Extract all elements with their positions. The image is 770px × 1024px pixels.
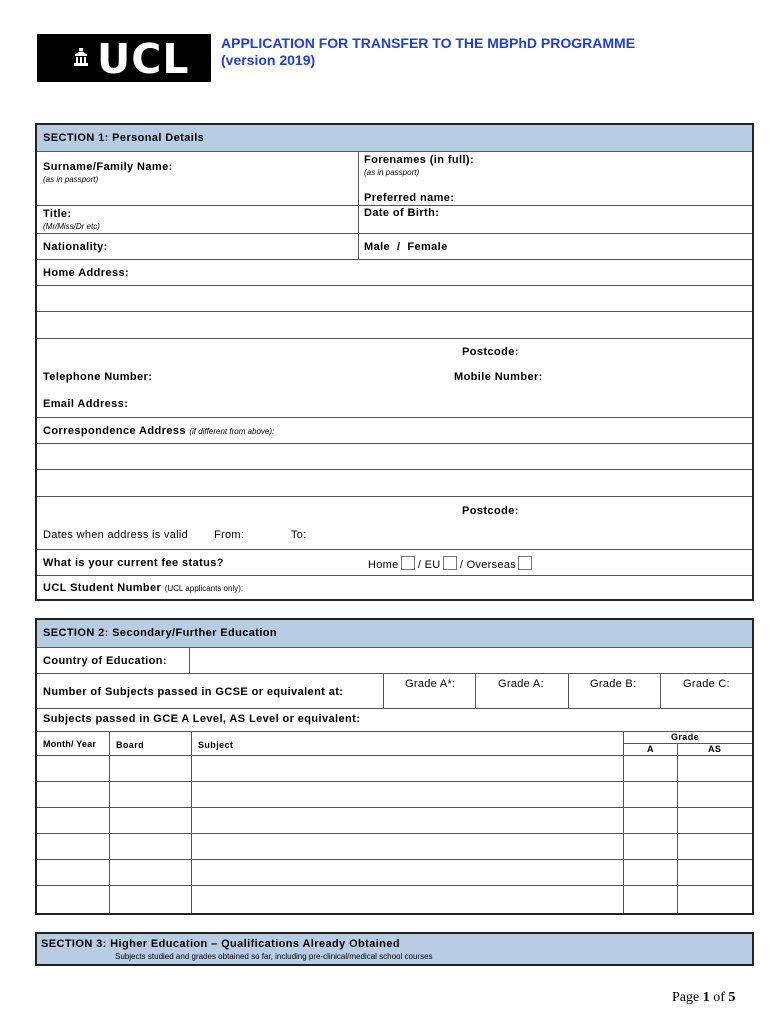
form-title bbox=[221, 35, 635, 69]
divider bbox=[358, 234, 359, 259]
alevel-label: Subjects passed in GCE A Level, AS Level or equivalent: bbox=[43, 713, 361, 725]
fee-overseas-label: / Overseas bbox=[459, 559, 517, 571]
fee-status-row bbox=[37, 550, 752, 576]
dob-label: Date of Birth: bbox=[364, 207, 440, 219]
table-row[interactable] bbox=[37, 756, 752, 782]
student-number-label bbox=[43, 582, 243, 594]
alevel-row bbox=[37, 709, 752, 732]
student-number-text: UCL Student Number bbox=[43, 582, 162, 594]
divider bbox=[358, 206, 359, 233]
email-row bbox=[37, 391, 752, 418]
correspondence-note: (if different from above): bbox=[189, 427, 275, 436]
section1-heading: SECTION 1: Personal Details bbox=[43, 132, 205, 144]
correspondence-row bbox=[37, 418, 752, 444]
fee-options bbox=[368, 556, 532, 571]
alevel-header-row bbox=[37, 732, 752, 756]
section2-header bbox=[37, 620, 752, 648]
gcse-label: Number of Subjects passed in GCSE or equivalent at: bbox=[43, 686, 344, 698]
section1-header bbox=[37, 125, 752, 152]
col-month-year: Month/ Year bbox=[43, 739, 97, 749]
table-row[interactable] bbox=[37, 886, 752, 913]
grade-c-field[interactable]: Grade C: bbox=[683, 678, 731, 690]
divider bbox=[475, 674, 476, 708]
col-as: AS bbox=[708, 744, 722, 754]
section3-subheading: Subjects studied and grades obtained so far, including pre-clinical/medical school courses bbox=[115, 952, 433, 961]
correspondence-line-1[interactable] bbox=[37, 444, 752, 470]
section2-heading: SECTION 2: Secondary/Further Education bbox=[43, 627, 278, 639]
section-personal-details bbox=[35, 123, 754, 601]
name-row bbox=[37, 152, 752, 206]
page-word: Page bbox=[672, 990, 700, 1005]
surname-note: (as in passport) bbox=[43, 175, 99, 184]
home-address-label: Home Address: bbox=[43, 267, 130, 279]
correspondence-label-text: Correspondence Address bbox=[43, 425, 186, 437]
gcse-row bbox=[37, 674, 752, 709]
phone-row bbox=[37, 365, 752, 391]
page-current: 1 bbox=[702, 990, 710, 1005]
divider bbox=[358, 152, 359, 205]
nationality-row bbox=[37, 234, 752, 260]
forenames-note: (as in passport) bbox=[364, 168, 420, 177]
form-title-line2: (version 2019) bbox=[221, 52, 316, 68]
alevel-table bbox=[37, 732, 752, 913]
grade-astar-field[interactable]: Grade A*: bbox=[405, 678, 456, 690]
home-address-row bbox=[37, 260, 752, 286]
home-address-line-1[interactable] bbox=[37, 286, 752, 312]
col-grade: Grade bbox=[671, 732, 700, 742]
home-address-line-2[interactable] bbox=[37, 312, 752, 339]
country-label: Country of Education: bbox=[43, 655, 167, 667]
page-of: of bbox=[713, 990, 725, 1005]
email-label: Email Address: bbox=[43, 398, 129, 410]
country-row bbox=[37, 648, 752, 674]
fee-overseas-checkbox[interactable] bbox=[518, 556, 532, 570]
grade-b-field[interactable]: Grade B: bbox=[590, 678, 637, 690]
dates-label: Dates when address is valid bbox=[43, 529, 189, 541]
logo-text: UCL bbox=[97, 35, 190, 83]
student-number-note: (UCL applicants only): bbox=[164, 584, 244, 593]
portico-icon bbox=[74, 48, 88, 66]
fee-status-label: What is your current fee status? bbox=[43, 557, 224, 569]
student-number-row bbox=[37, 576, 752, 601]
ucl-logo bbox=[37, 34, 211, 82]
title-label: Title: bbox=[43, 208, 72, 220]
fee-home-checkbox[interactable] bbox=[401, 556, 415, 570]
page-total: 5 bbox=[728, 990, 736, 1005]
to-label: To: bbox=[291, 529, 307, 541]
correspondence-line-2[interactable] bbox=[37, 470, 752, 497]
preferred-name-label: Preferred name: bbox=[364, 192, 455, 204]
table-row[interactable] bbox=[37, 808, 752, 834]
fee-home-label: Home bbox=[368, 559, 399, 571]
col-subject: Subject bbox=[198, 740, 234, 750]
grade-subheader-line bbox=[623, 743, 752, 744]
dates-row bbox=[37, 523, 752, 550]
country-field[interactable] bbox=[189, 648, 752, 673]
divider bbox=[660, 674, 661, 708]
table-row[interactable] bbox=[37, 782, 752, 808]
gender-label: Male / Female bbox=[364, 241, 448, 253]
page-number bbox=[672, 990, 735, 1006]
section-secondary-education bbox=[35, 618, 754, 915]
telephone-label: Telephone Number: bbox=[43, 371, 153, 383]
table-row[interactable] bbox=[37, 860, 752, 886]
divider bbox=[568, 674, 569, 708]
title-dob-row bbox=[37, 206, 752, 234]
postcode2-label: Postcode: bbox=[462, 505, 519, 517]
section-higher-education bbox=[35, 932, 754, 966]
mobile-label: Mobile Number: bbox=[454, 371, 543, 383]
fee-eu-checkbox[interactable] bbox=[443, 556, 457, 570]
from-label: From: bbox=[214, 529, 245, 541]
forenames-label: Forenames (in full): bbox=[364, 154, 475, 166]
section3-heading: SECTION 3: Higher Education – Qualifications Already Obtained bbox=[41, 938, 400, 950]
grade-a-field[interactable]: Grade A: bbox=[498, 678, 544, 690]
postcode-label: Postcode: bbox=[462, 346, 519, 358]
col-board: Board bbox=[116, 740, 145, 750]
form-title-line1: APPLICATION FOR TRANSFER TO THE MBPhD PROGRAMME bbox=[221, 35, 636, 51]
fee-eu-label: / EU bbox=[417, 559, 441, 571]
correspondence-label bbox=[43, 425, 274, 437]
table-row[interactable] bbox=[37, 834, 752, 860]
title-note: (Mr/Miss/Dr etc) bbox=[43, 222, 100, 231]
col-a: A bbox=[647, 744, 654, 754]
nationality-label: Nationality: bbox=[43, 241, 108, 253]
surname-label: Surname/Family Name: bbox=[43, 161, 173, 173]
